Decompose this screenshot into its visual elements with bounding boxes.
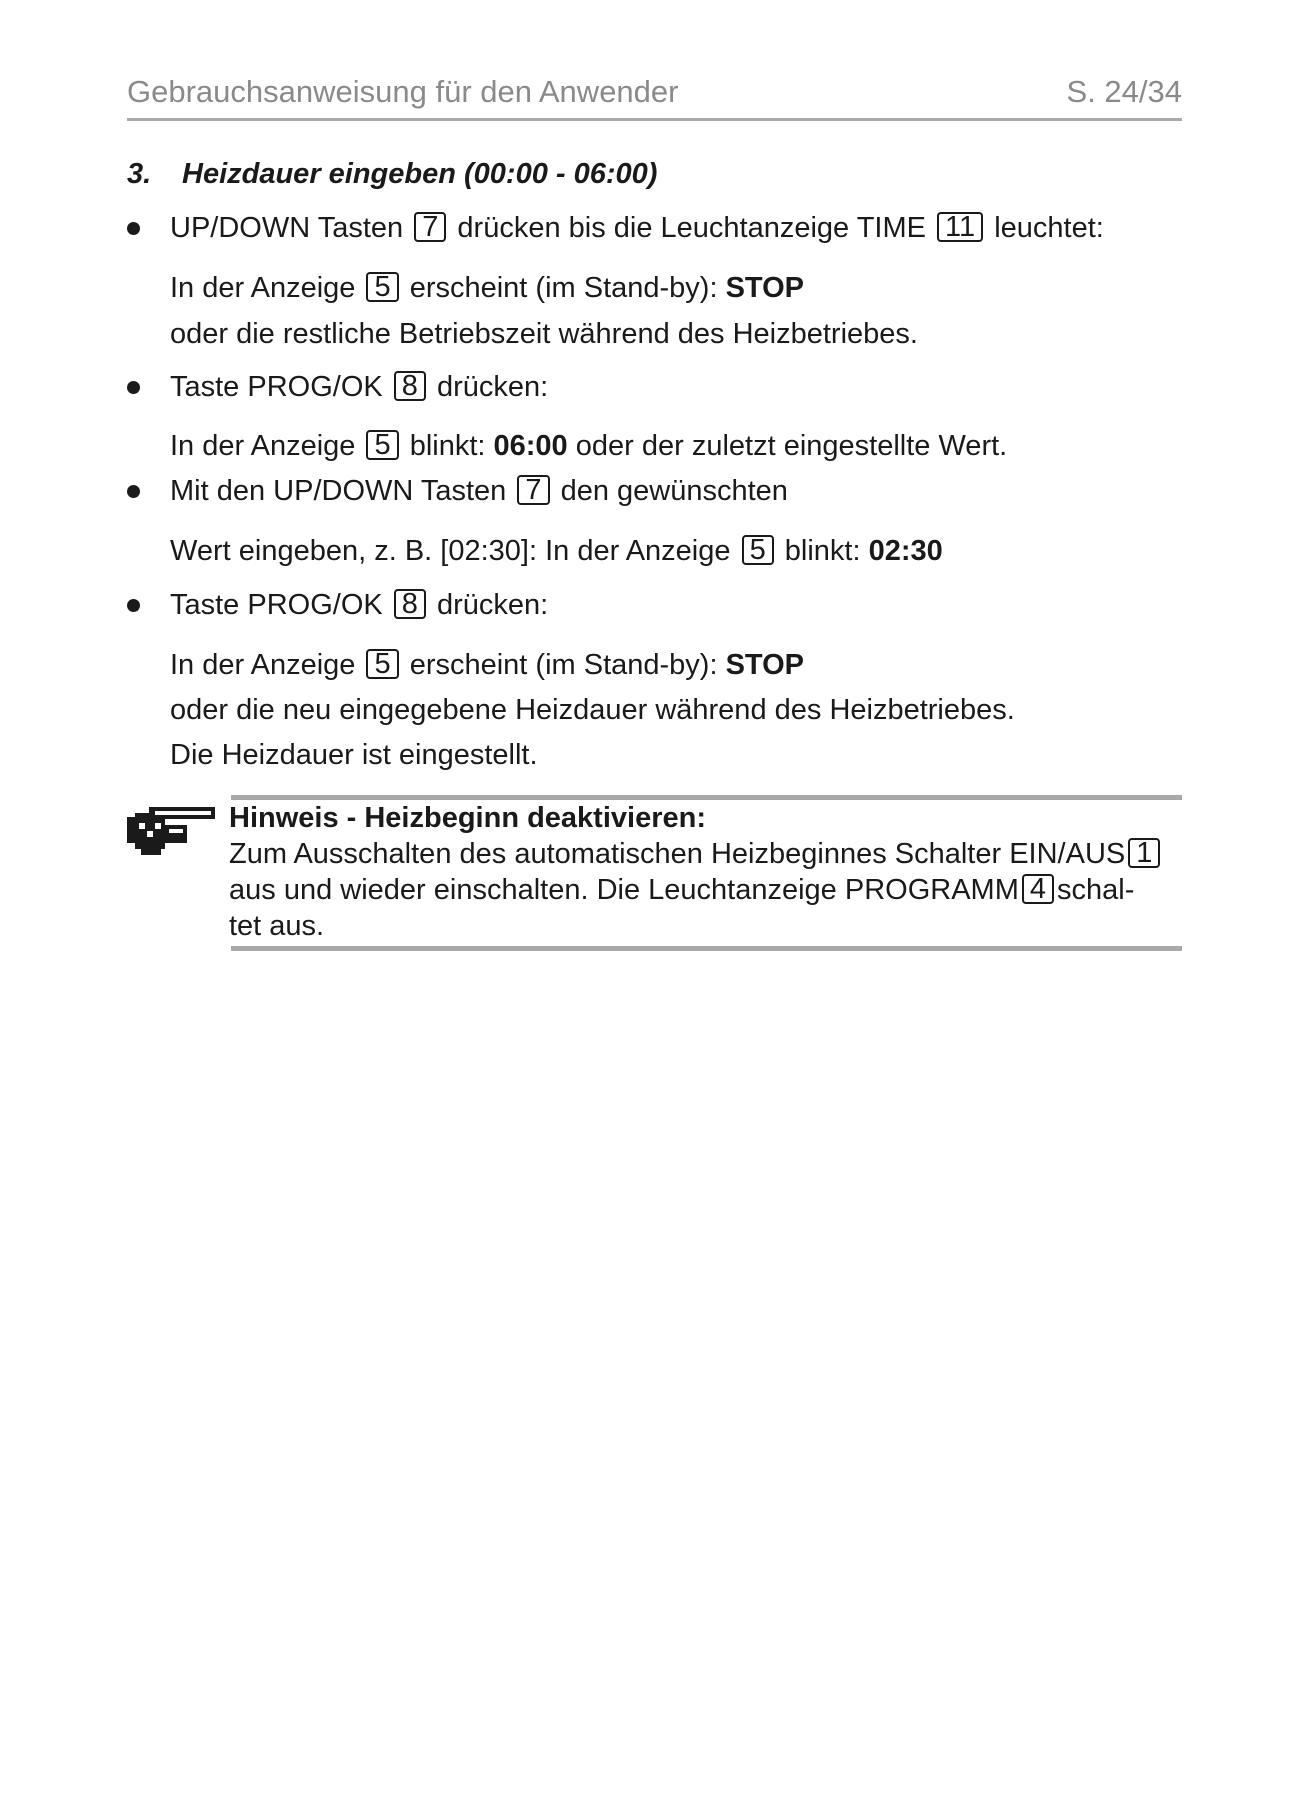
key-badge: 5	[742, 535, 774, 565]
text: tet aus.	[229, 910, 325, 942]
text-line-1	[170, 272, 804, 305]
text: schal-	[1057, 874, 1135, 906]
text: Die Heizdauer ist eingestellt.	[170, 739, 538, 771]
key-badge: 11	[937, 212, 983, 242]
text: Taste PROG/OK	[170, 371, 383, 403]
page-number: S. 24/34	[1066, 74, 1182, 109]
text-line-4	[170, 535, 943, 568]
note-line-1	[229, 838, 1163, 871]
header-title: Gebrauchsanweisung für den Anwender	[127, 74, 679, 109]
text: Zum Ausschalten des automatischen Heizbeginnes Schalter EIN/AUS	[229, 838, 1126, 870]
text-line-7	[170, 739, 538, 772]
text: Taste PROG/OK	[170, 589, 383, 621]
text: oder die neu eingegebene Heizdauer während des Heizbetriebes.	[170, 694, 1015, 726]
text: Wert eingeben, z. B. [02:30]: In der Anzeige	[170, 535, 731, 567]
note-line-2	[229, 874, 1134, 907]
bullet-dot	[127, 485, 140, 498]
key-badge: 8	[394, 589, 426, 619]
page-header	[127, 70, 1182, 121]
text-line-2	[170, 318, 918, 351]
note-divider-bottom	[231, 946, 1182, 951]
text: oder der zuletzt eingestellte Wert.	[575, 430, 1008, 462]
text: drücken:	[437, 589, 549, 621]
text-line-5	[170, 649, 804, 682]
text: drücken bis die Leuchtanzeige TIME	[457, 212, 926, 244]
text: oder die restliche Betriebszeit während des Heizbetriebes.	[170, 318, 918, 350]
key-badge: 5	[366, 272, 398, 302]
pointing-hand-icon	[125, 805, 217, 855]
text: blinkt:	[784, 535, 861, 567]
display-value: 06:00	[493, 430, 568, 462]
text: In der Anzeige	[170, 272, 356, 304]
display-value: STOP	[725, 272, 805, 304]
text: den gewünschten	[560, 475, 788, 507]
step-heading	[127, 158, 657, 191]
text: UP/DOWN Tasten	[170, 212, 404, 244]
note-line-3	[229, 910, 324, 943]
text-line-3	[170, 430, 1007, 463]
text: leuchtet:	[994, 212, 1104, 244]
key-badge: 8	[394, 371, 426, 401]
bullet-dot	[127, 222, 140, 235]
text: erscheint (im Stand-by):	[409, 649, 718, 681]
bullet-dot	[127, 599, 140, 612]
text: erscheint (im Stand-by):	[409, 272, 718, 304]
key-badge: 7	[414, 212, 446, 242]
key-badge: 1	[1128, 838, 1160, 868]
step-number: 3.	[127, 158, 152, 190]
key-badge: 4	[1022, 874, 1054, 904]
text: blinkt:	[409, 430, 486, 462]
text: Mit den UP/DOWN Tasten	[170, 475, 507, 507]
text: drücken:	[437, 371, 549, 403]
text: In der Anzeige	[170, 430, 356, 462]
key-badge: 7	[517, 475, 549, 505]
display-value: STOP	[725, 649, 805, 681]
key-badge: 5	[366, 649, 398, 679]
key-badge: 5	[366, 430, 398, 460]
step-title: Heizdauer eingeben (00:00 - 06:00)	[182, 158, 658, 190]
bullet-dot	[127, 381, 140, 394]
note-divider-top	[231, 795, 1182, 800]
note-title: Hinweis - Heizbeginn deaktivieren:	[229, 802, 706, 834]
display-value: 02:30	[868, 535, 943, 567]
text-line-6	[170, 694, 1015, 727]
text: aus und wieder einschalten. Die Leuchtanzeige PROGRAMM	[229, 874, 1019, 906]
text: In der Anzeige	[170, 649, 356, 681]
